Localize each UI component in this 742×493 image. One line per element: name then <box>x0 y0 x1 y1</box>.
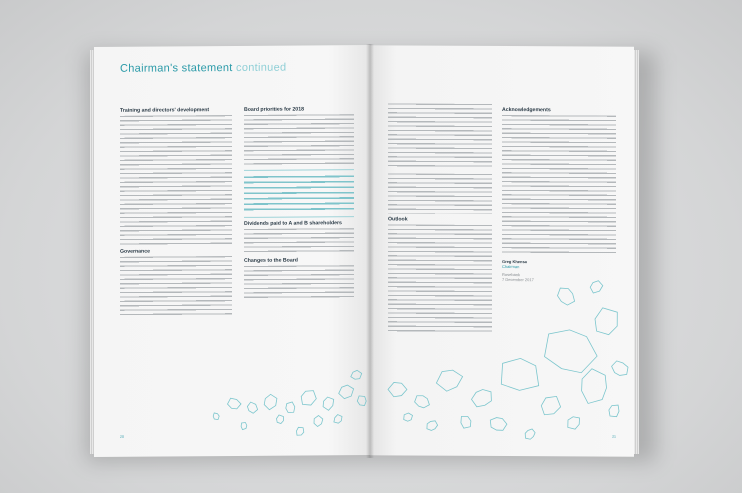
hexagon-shape <box>357 396 366 406</box>
signature-date: 7 December 2017 <box>502 277 534 283</box>
section-heading-dividends: Dividends paid to A and B shareholders <box>244 220 342 227</box>
hexagon-shape <box>568 417 580 429</box>
book-spine <box>366 44 374 458</box>
section-heading-training: Training and directors' development <box>120 107 210 114</box>
signature-name: Greg Khensa <box>502 259 527 265</box>
hexagon-pattern-right <box>370 45 634 456</box>
hexagon-shape <box>609 405 619 417</box>
hexagon-shape <box>582 369 607 404</box>
signature-title: Chairman <box>502 264 520 270</box>
hexagon-shape <box>595 308 617 335</box>
hexagon-shape <box>404 413 413 421</box>
hexagon-shape <box>277 415 284 424</box>
hexagon-shape <box>525 429 535 439</box>
hexagon-shape <box>264 394 277 409</box>
page-number-right: 21 <box>612 434 616 439</box>
hexagon-shape <box>241 422 247 429</box>
hexagon-shape <box>213 413 219 420</box>
hexagon-shape <box>541 396 560 415</box>
hexagon-shape <box>436 370 462 391</box>
hexagon-shape <box>247 402 257 413</box>
hexagon-shape <box>472 389 492 406</box>
hexagon-pattern-left <box>94 45 370 457</box>
hexagon-shape <box>334 415 342 424</box>
hexagon-shape <box>297 427 304 435</box>
section-heading-changes: Changes to the Board <box>244 257 298 264</box>
hexagon-shape <box>490 418 507 431</box>
right-page <box>370 45 634 456</box>
hexagon-shape <box>427 421 438 431</box>
section-heading-board-priorities: Board priorities for 2018 <box>244 106 304 113</box>
page-number-left: 20 <box>120 434 124 439</box>
section-heading-acknowledgements: Acknowledgements <box>502 107 551 114</box>
hexagon-shape <box>314 415 323 426</box>
page-title-continued: continued <box>236 61 287 74</box>
hexagon-shape <box>286 402 295 413</box>
hexagon-shape <box>351 370 362 379</box>
hexagon-shape <box>501 358 538 390</box>
hexagon-shape <box>558 288 575 305</box>
hexagon-shape <box>228 398 242 409</box>
hexagon-shape <box>590 281 603 293</box>
hexagon-shape <box>612 361 628 376</box>
hexagon-shape <box>339 385 354 399</box>
section-heading-governance: Governance <box>120 248 150 255</box>
signature-place: Rosebank <box>502 272 521 278</box>
page-title-main: Chairman's statement <box>120 61 233 75</box>
hexagon-shape <box>461 416 471 428</box>
section-heading-outlook: Outlook <box>388 216 408 223</box>
hexagon-shape <box>545 330 598 373</box>
hexagon-shape <box>323 397 334 410</box>
hexagon-shape <box>388 382 407 396</box>
hexagon-shape <box>301 391 316 406</box>
left-page <box>94 45 370 457</box>
hexagon-shape <box>415 396 430 408</box>
